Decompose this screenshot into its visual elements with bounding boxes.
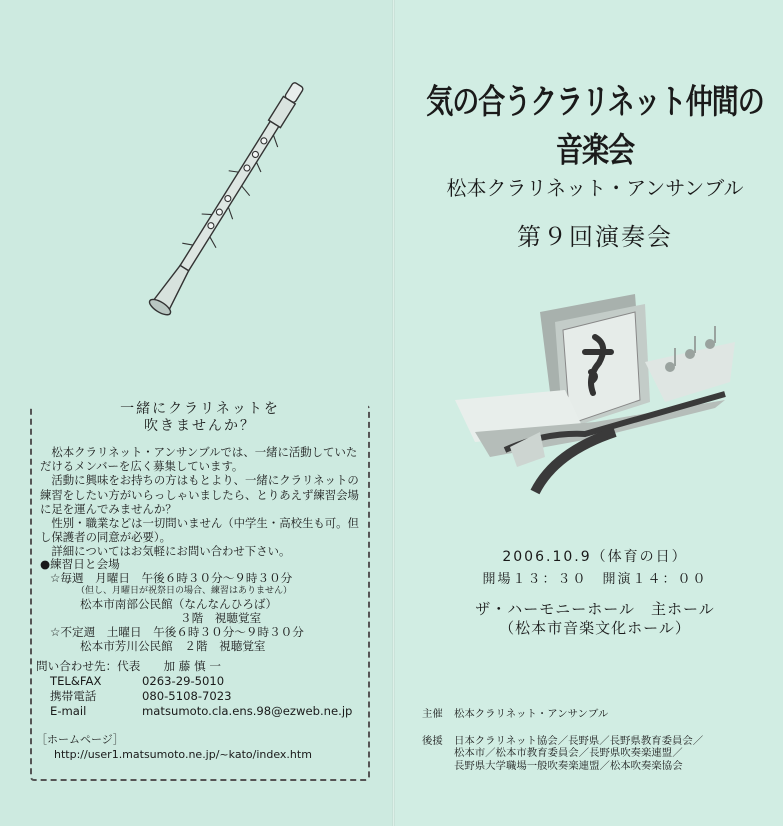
practice-schedule bbox=[40, 557, 362, 653]
organization-name: 松本クラリネット・アンサンブル bbox=[446, 176, 744, 200]
telfax-value: 0263-29-5010 bbox=[142, 674, 225, 688]
venue-name: ザ・ハーモニーホール 主ホール bbox=[475, 600, 715, 618]
contact-heading: 問い合わせ先：代表 加 藤 慎 一 bbox=[36, 659, 221, 673]
sponsor-list bbox=[454, 735, 703, 773]
practice-weekly-note: （但し、月曜日が祝祭日の場合、練習はありません） bbox=[76, 586, 293, 596]
recruitment-title bbox=[32, 401, 368, 435]
venue bbox=[415, 600, 775, 638]
concert-times: 開場１３：３０ 開演１４：００ bbox=[482, 572, 708, 587]
concert-date: 2006.10.9（体育の日） bbox=[502, 549, 688, 565]
practice-heading: ●練習日と会場 bbox=[40, 557, 120, 571]
contact-info bbox=[36, 659, 362, 719]
venue-subname: （松本市音楽文化ホール） bbox=[499, 619, 691, 637]
practice-venue-1-room: ３階 視聴覚室 bbox=[180, 611, 262, 625]
recruitment-title-line1: 一緒にクラリネットを bbox=[120, 401, 280, 417]
recruitment-paragraph: 活動に興味をお持ちの方はもとより、一緒にクラリネットの練習をしたい方がいらっしゃいましたら、とりあえず練習会場に足を運んでみませんか？ bbox=[40, 473, 359, 516]
sponsor-line: 日本クラリネット協会／長野県／長野県教育委員会／ bbox=[454, 734, 704, 747]
homepage-info bbox=[36, 732, 362, 762]
sponsor-line: 松本市／松本市教育委員会／長野県吹奏楽連盟／ bbox=[454, 747, 683, 760]
sponsor-line: 長野県大学職場一般吹奏楽連盟／松本吹奏楽協会 bbox=[454, 759, 683, 772]
right-panel bbox=[395, 0, 783, 826]
practice-venue-2: 松本市芳川公民館 ２階 視聴覚室 bbox=[80, 639, 266, 653]
clarinet-illustration bbox=[140, 60, 310, 350]
recruitment-text bbox=[40, 445, 360, 559]
homepage-label: ［ホームページ］ bbox=[36, 733, 124, 746]
email-label: E-mail bbox=[50, 704, 87, 718]
concert-title: 第９回演奏会 bbox=[517, 223, 673, 251]
email-link[interactable]: matsumoto.cla.ens.98@ezweb.ne.jp bbox=[142, 704, 353, 718]
practice-irregular: ☆不定週 土曜日 午後６時３０分～９時３０分 bbox=[50, 625, 304, 639]
music-book-artwork bbox=[445, 282, 745, 502]
practice-weekly: ☆毎週 月曜日 午後６時３０分～９時３０分 bbox=[50, 571, 293, 585]
recruitment-paragraph: 性別・職業などは一切問いません（中学生・高校生も可。但し保護者の同意が必要）。 bbox=[40, 516, 359, 545]
practice-venue-1: 松本市南部公民館（なんなんひろば） bbox=[80, 597, 278, 611]
recruitment-title-line2: 吹きませんか？ bbox=[144, 418, 256, 434]
organizer-value: 松本クラリネット・アンサンブル bbox=[454, 708, 609, 720]
organizer-label: 主催 bbox=[422, 708, 443, 720]
recruitment-box bbox=[30, 401, 370, 781]
sponsor-label: 後援 bbox=[422, 734, 443, 747]
credits bbox=[422, 708, 777, 772]
mobile-label: 携帯電話 bbox=[50, 689, 97, 703]
catchphrase: 気の合うクラリネット仲間の音楽会 bbox=[426, 82, 764, 171]
recruitment-paragraph: 松本クラリネット・アンサンブルでは、一緒に活動していただけるメンバーを広く募集しています。 bbox=[40, 445, 358, 474]
recruitment-paragraph: 詳細についてはお気軽にお問い合わせ下さい。 bbox=[51, 544, 291, 559]
mobile-value: 080-5108-7023 bbox=[142, 689, 232, 703]
telfax-label: TEL&FAX bbox=[50, 674, 102, 688]
homepage-url-link[interactable]: http://user1.matsumoto.ne.jp/~kato/index.htm bbox=[54, 748, 312, 761]
